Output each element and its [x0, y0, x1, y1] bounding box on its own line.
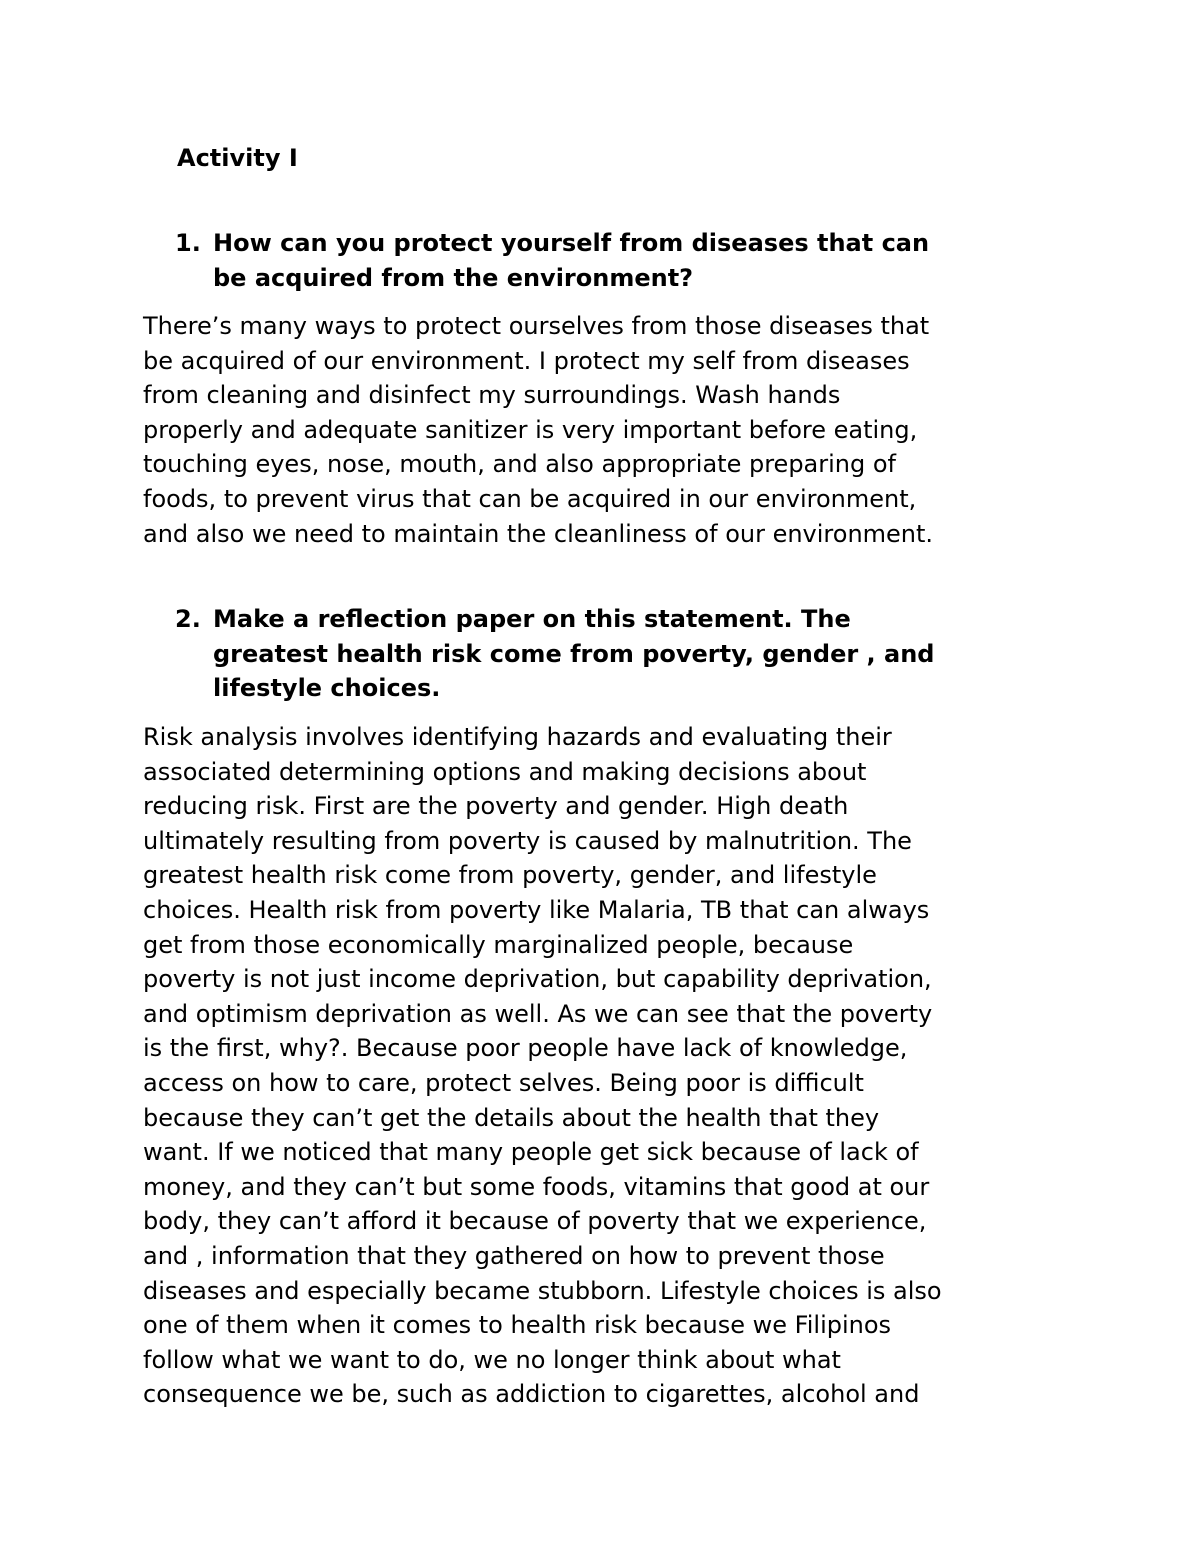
answer-2-line: Risk analysis involves identifying hazards and evaluating their [143, 723, 892, 751]
answer-2-line: access on how to care, protect selves. Being poor is difficult [143, 1068, 864, 1097]
answer-2-line: choices. Health risk from poverty like Malaria, TB that can always [143, 895, 930, 924]
answer-2-line: poverty is not just income deprivation, but capability deprivation, [143, 965, 932, 994]
answer-1 [143, 309, 1083, 551]
answer-1-line: from cleaning and disinfect my surroundings. Wash hands [143, 381, 841, 410]
answer-2-line: want. If we noticed that many people get sick because of lack of [143, 1138, 919, 1167]
answer-2-line: greatest health risk come from poverty, gender, and lifestyle [143, 861, 877, 890]
answer-2-line: get from those economically marginalized people, because [143, 930, 854, 959]
answer-2-line: and optimism deprivation as well. As we can see that the poverty [143, 999, 933, 1028]
question-1-line: be acquired from the environment? [213, 263, 694, 292]
answer-2-line: ultimately resulting from poverty is caused by malnutrition. The [143, 826, 912, 855]
question-2 [175, 602, 1073, 706]
answer-2-line: and , information that they gathered on how to prevent those [143, 1241, 885, 1270]
question-2-line: Make a reflection paper on this statement. The [213, 605, 851, 633]
question-2-number: 2. [175, 605, 201, 633]
answer-2-line: diseases and especially became stubborn. Lifestyle choices is also [143, 1276, 942, 1305]
answer-1-line: There’s many ways to protect ourselves from those diseases that [143, 312, 930, 340]
answer-1-line: and also we need to maintain the cleanliness of our environment. [143, 519, 934, 548]
answer-2-line: because they can’t get the details about the health that they [143, 1103, 880, 1132]
answer-2-line: reducing risk. First are the poverty and gender. High death [143, 792, 849, 821]
answer-2-line: follow what we want to do, we no longer think about what [143, 1345, 841, 1374]
answer-1-line: foods, to prevent virus that can be acquired in our environment, [143, 484, 917, 513]
question-2-line: lifestyle choices. [213, 674, 441, 703]
answer-1-line: be acquired of our environment. I protect my self from diseases [143, 346, 910, 375]
answer-2-line: money, and they can’t but some foods, vitamins that good at our [143, 1172, 930, 1201]
answer-2-line: body, they can’t afford it because of poverty that we experience, [143, 1207, 927, 1236]
answer-2-line: one of them when it comes to health risk because we Filipinos [143, 1311, 892, 1340]
question-1-number: 1. [175, 229, 201, 257]
answer-1-line: touching eyes, nose, mouth, and also appropriate preparing of [143, 450, 896, 479]
question-2-line: greatest health risk come from poverty, gender , and [213, 639, 935, 668]
answer-2-line: associated determining options and making decisions about [143, 757, 867, 786]
answer-2 [143, 720, 1083, 1412]
question-1 [175, 226, 1073, 295]
answer-2-line: consequence we be, such as addiction to cigarettes, alcohol and [143, 1380, 920, 1409]
answer-2-line: is the first, why?. Because poor people have lack of knowledge, [143, 1034, 908, 1063]
activity-heading: Activity I [177, 144, 298, 172]
answer-1-line: properly and adequate sanitizer is very important before eating, [143, 415, 918, 444]
question-1-line: How can you protect yourself from diseases that can [213, 229, 930, 257]
